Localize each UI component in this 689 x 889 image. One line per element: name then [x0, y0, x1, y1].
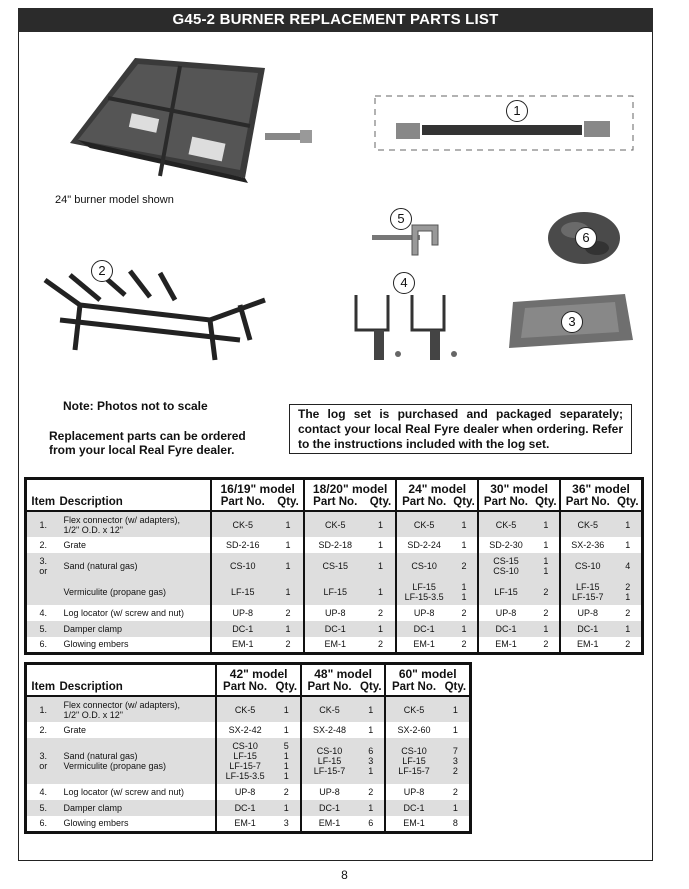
- model-header: 16/19" model: [211, 479, 303, 497]
- table-row: [26, 537, 643, 553]
- part-description: Damper clamp: [60, 800, 217, 816]
- quantity: 2: [543, 639, 549, 650]
- model-header: 30" model: [478, 479, 560, 497]
- item-number: 5.: [26, 800, 60, 816]
- quantity: 1: [615, 621, 643, 637]
- quantity: 2: [285, 608, 291, 618]
- quantity: 1: [615, 511, 643, 537]
- part-number: EM-1: [396, 637, 451, 653]
- quantity: 1 1: [451, 579, 478, 605]
- quantity: 2: [368, 787, 374, 797]
- part-number: DC-1: [304, 621, 366, 637]
- part-number: CK-5: [385, 696, 441, 722]
- page-title: G45-2 BURNER REPLACEMENT PARTS LIST: [18, 8, 653, 32]
- quantity: 2: [377, 608, 383, 618]
- part-no-column-header: Part No.: [211, 496, 273, 511]
- qty-column-header: Qty.: [615, 496, 643, 511]
- quantity: 1: [461, 540, 467, 550]
- part-number: DC-1: [385, 800, 441, 816]
- quantity: 1: [442, 800, 471, 816]
- quantity: 1: [368, 725, 374, 735]
- part-number: EM-1: [478, 637, 533, 653]
- item-number: 6.: [39, 639, 47, 650]
- quantity: 3: [283, 818, 289, 829]
- parts-table-1: [24, 477, 644, 655]
- quantity: 1: [273, 511, 304, 537]
- item-number: [26, 579, 60, 605]
- qty-column-header: Qty.: [533, 496, 560, 511]
- model-header: 24" model: [396, 479, 478, 497]
- quantity: 7 3 2: [442, 738, 471, 784]
- quantity: 2: [377, 639, 383, 650]
- table-row: [26, 722, 471, 738]
- quantity: 1: [366, 511, 397, 537]
- quantity: 1 1: [533, 553, 560, 579]
- blank-header-cell: [60, 479, 212, 497]
- table-row: [26, 553, 643, 579]
- part-description: Damper clamp: [60, 621, 212, 637]
- part-number: CK-5: [301, 696, 357, 722]
- quantity: 2: [461, 639, 467, 650]
- quantity: 1: [543, 540, 549, 550]
- part-no-column-header: Part No.: [301, 681, 357, 696]
- part-number: CS-10 LF-15 LF-15-7: [385, 738, 441, 784]
- part-number: EM-1: [211, 637, 273, 653]
- part-number: SX-2-36: [560, 537, 615, 553]
- part-no-column-header: Part No.: [216, 681, 272, 696]
- model-header: 60" model: [385, 664, 470, 682]
- part-number: CK-5: [304, 511, 366, 537]
- blank-header-cell: [26, 479, 60, 497]
- part-number: CS-10: [560, 553, 615, 579]
- qty-column-header: Qty.: [273, 496, 304, 511]
- part-no-column-header: Part No.: [385, 681, 441, 696]
- callout-3: 3: [561, 311, 583, 333]
- part-number: LF-15: [304, 579, 366, 605]
- part-number: EM-1: [304, 637, 366, 653]
- log-locator-photo: [350, 290, 465, 365]
- quantity: 1: [273, 800, 301, 816]
- part-description: Log locator (w/ screw and nut): [63, 787, 185, 797]
- quantity: 8: [452, 818, 458, 829]
- quantity: 2: [625, 639, 631, 650]
- table-row: [26, 579, 643, 605]
- quantity: 2: [461, 608, 467, 618]
- table-row: [26, 621, 643, 637]
- quantity: 1: [533, 511, 560, 537]
- part-number: UP-8: [396, 605, 451, 621]
- part-number: CS-10: [396, 553, 451, 579]
- blank-header-cell: [26, 664, 60, 682]
- part-number: CS-10: [211, 553, 273, 579]
- flex-connector-photo: [374, 95, 636, 153]
- table-column-header-row: [26, 681, 471, 696]
- quantity: 2: [451, 553, 478, 579]
- table-model-header-row: [26, 479, 643, 497]
- part-description: Flex connector (w/ adapters), 1/2" O.D. x 12": [60, 511, 212, 537]
- part-number: LF-15: [211, 579, 273, 605]
- quantity: 1: [442, 696, 471, 722]
- quantity: 4: [615, 553, 643, 579]
- table-row: [26, 738, 471, 784]
- part-number: CK-5: [216, 696, 272, 722]
- blank-header-cell: [60, 664, 217, 682]
- qty-column-header: Qty.: [442, 681, 471, 696]
- quantity: 1: [625, 540, 631, 550]
- quantity: 2: [283, 787, 289, 797]
- table-row: [26, 511, 643, 537]
- part-number: SX-2-60: [385, 722, 441, 738]
- quantity: 6: [368, 818, 374, 829]
- log-set-note: The log set is purchased and packaged separately; contact your local Real Fyre dealer when ordering. Refer to the instructions included with the log set.: [289, 404, 632, 454]
- item-number: 1.: [26, 511, 60, 537]
- part-no-column-header: Part No.: [304, 496, 366, 511]
- part-number: UP-8: [560, 605, 615, 621]
- part-description: Sand (natural gas): [60, 553, 212, 579]
- part-description: Glowing embers: [63, 639, 129, 650]
- quantity: 1: [273, 621, 304, 637]
- part-number: UP-8: [385, 784, 441, 800]
- part-number: CS-15: [304, 553, 366, 579]
- part-number: DC-1: [396, 621, 451, 637]
- part-number: DC-1: [301, 800, 357, 816]
- quantity: 1: [452, 725, 458, 735]
- quantity: 1: [366, 553, 397, 579]
- callout-1: 1: [506, 100, 528, 122]
- part-number: DC-1: [478, 621, 533, 637]
- quantity: 1: [273, 696, 301, 722]
- part-number: SD-2-18: [304, 537, 366, 553]
- table-row: [26, 696, 471, 722]
- part-number: UP-8: [211, 605, 273, 621]
- item-number: 4.: [39, 608, 47, 618]
- callout-5: 5: [390, 208, 412, 230]
- page-number: 8: [341, 868, 348, 882]
- grate-photo: [40, 265, 275, 365]
- qty-column-header: Qty.: [366, 496, 397, 511]
- quantity: 1: [273, 579, 304, 605]
- item-number: 6.: [39, 818, 47, 829]
- item-number: 2.: [39, 540, 47, 550]
- part-number: DC-1: [560, 621, 615, 637]
- quantity: 1: [366, 579, 397, 605]
- quantity: 1: [357, 696, 385, 722]
- table-row: [26, 637, 643, 653]
- part-number: CK-5: [478, 511, 533, 537]
- part-number: LF-15: [478, 579, 533, 605]
- table-row: [26, 784, 471, 800]
- part-number: SD-2-30: [478, 537, 533, 553]
- part-no-column-header: Part No.: [560, 496, 615, 511]
- item-number: 2.: [39, 725, 47, 735]
- part-number: LF-15 LF-15-3.5: [396, 579, 451, 605]
- qty-column-header: Qty.: [273, 681, 301, 696]
- part-number: UP-8: [478, 605, 533, 621]
- table-row: [26, 816, 471, 832]
- quantity: 1: [285, 540, 291, 550]
- item-number: 3. or: [26, 553, 60, 579]
- quantity: 1: [366, 621, 397, 637]
- part-no-column-header: Part No.: [478, 496, 533, 511]
- part-number: EM-1: [385, 816, 441, 832]
- callout-4: 4: [393, 272, 415, 294]
- part-number: SX-2-42: [216, 722, 272, 738]
- quantity: 1: [451, 511, 478, 537]
- part-number: CK-5: [211, 511, 273, 537]
- replacement-note: Replacement parts can be ordered from your local Real Fyre dealer.: [49, 429, 246, 457]
- item-column-header: Item: [26, 496, 60, 511]
- part-description: Grate: [63, 540, 87, 550]
- quantity: 1: [533, 621, 560, 637]
- description-column-header: Description: [60, 681, 217, 696]
- part-number: LF-15 LF-15-7: [560, 579, 615, 605]
- part-description: Log locator (w/ screw and nut): [63, 608, 185, 618]
- part-number: EM-1: [560, 637, 615, 653]
- description-column-header: Description: [60, 496, 212, 511]
- photos-note: Note: Photos not to scale: [63, 399, 208, 413]
- quantity: 2: [625, 608, 631, 618]
- callout-6: 6: [575, 227, 597, 249]
- table-column-header-row: [26, 496, 643, 511]
- part-number: CS-10 LF-15 LF-15-7 LF-15-3.5: [216, 738, 272, 784]
- qty-column-header: Qty.: [451, 496, 478, 511]
- quantity: 5 1 1 1: [273, 738, 301, 784]
- model-header: 18/20" model: [304, 479, 396, 497]
- part-number: CK-5: [560, 511, 615, 537]
- part-number: CS-15 CS-10: [478, 553, 533, 579]
- quantity: 1: [273, 553, 304, 579]
- item-number: 1.: [26, 696, 60, 722]
- parts-table-2: [24, 662, 472, 834]
- part-description: Grate: [63, 725, 87, 735]
- callout-2: 2: [91, 260, 113, 282]
- part-number: EM-1: [216, 816, 272, 832]
- quantity: 6 3 1: [357, 738, 385, 784]
- burner-photo: [60, 48, 330, 198]
- model-header: 42" model: [216, 664, 300, 682]
- table-model-header-row: [26, 664, 471, 682]
- quantity: 2 1: [615, 579, 643, 605]
- part-number: UP-8: [304, 605, 366, 621]
- part-description: Vermiculite (propane gas): [60, 579, 212, 605]
- part-number: UP-8: [301, 784, 357, 800]
- model-header: 48" model: [301, 664, 385, 682]
- part-number: SX-2-48: [301, 722, 357, 738]
- part-number: DC-1: [211, 621, 273, 637]
- quantity: 2: [452, 787, 458, 797]
- part-description: Flex connector (w/ adapters), 1/2" O.D. x 12": [60, 696, 217, 722]
- part-number: UP-8: [216, 784, 272, 800]
- quantity: 1: [377, 540, 383, 550]
- model-header: 36" model: [560, 479, 643, 497]
- item-number: 3. or: [26, 738, 60, 784]
- qty-column-header: Qty.: [357, 681, 385, 696]
- item-column-header: Item: [26, 681, 60, 696]
- quantity: 1: [283, 725, 289, 735]
- burner-caption: 24" burner model shown: [55, 194, 174, 206]
- quantity: 2: [543, 608, 549, 618]
- part-number: DC-1: [216, 800, 272, 816]
- part-no-column-header: Part No.: [396, 496, 451, 511]
- item-number: 4.: [39, 787, 47, 797]
- quantity: 1: [357, 800, 385, 816]
- part-number: SD-2-16: [211, 537, 273, 553]
- quantity: 2: [285, 639, 291, 650]
- quantity: 2: [533, 579, 560, 605]
- part-number: CS-10 LF-15 LF-15-7: [301, 738, 357, 784]
- part-description: Glowing embers: [63, 818, 129, 829]
- item-number: 5.: [26, 621, 60, 637]
- part-number: CK-5: [396, 511, 451, 537]
- quantity: 1: [451, 621, 478, 637]
- part-number: SD-2-24: [396, 537, 451, 553]
- part-number: EM-1: [301, 816, 357, 832]
- table-row: [26, 800, 471, 816]
- table-row: [26, 605, 643, 621]
- part-description: Sand (natural gas) Vermiculite (propane gas): [60, 738, 217, 784]
